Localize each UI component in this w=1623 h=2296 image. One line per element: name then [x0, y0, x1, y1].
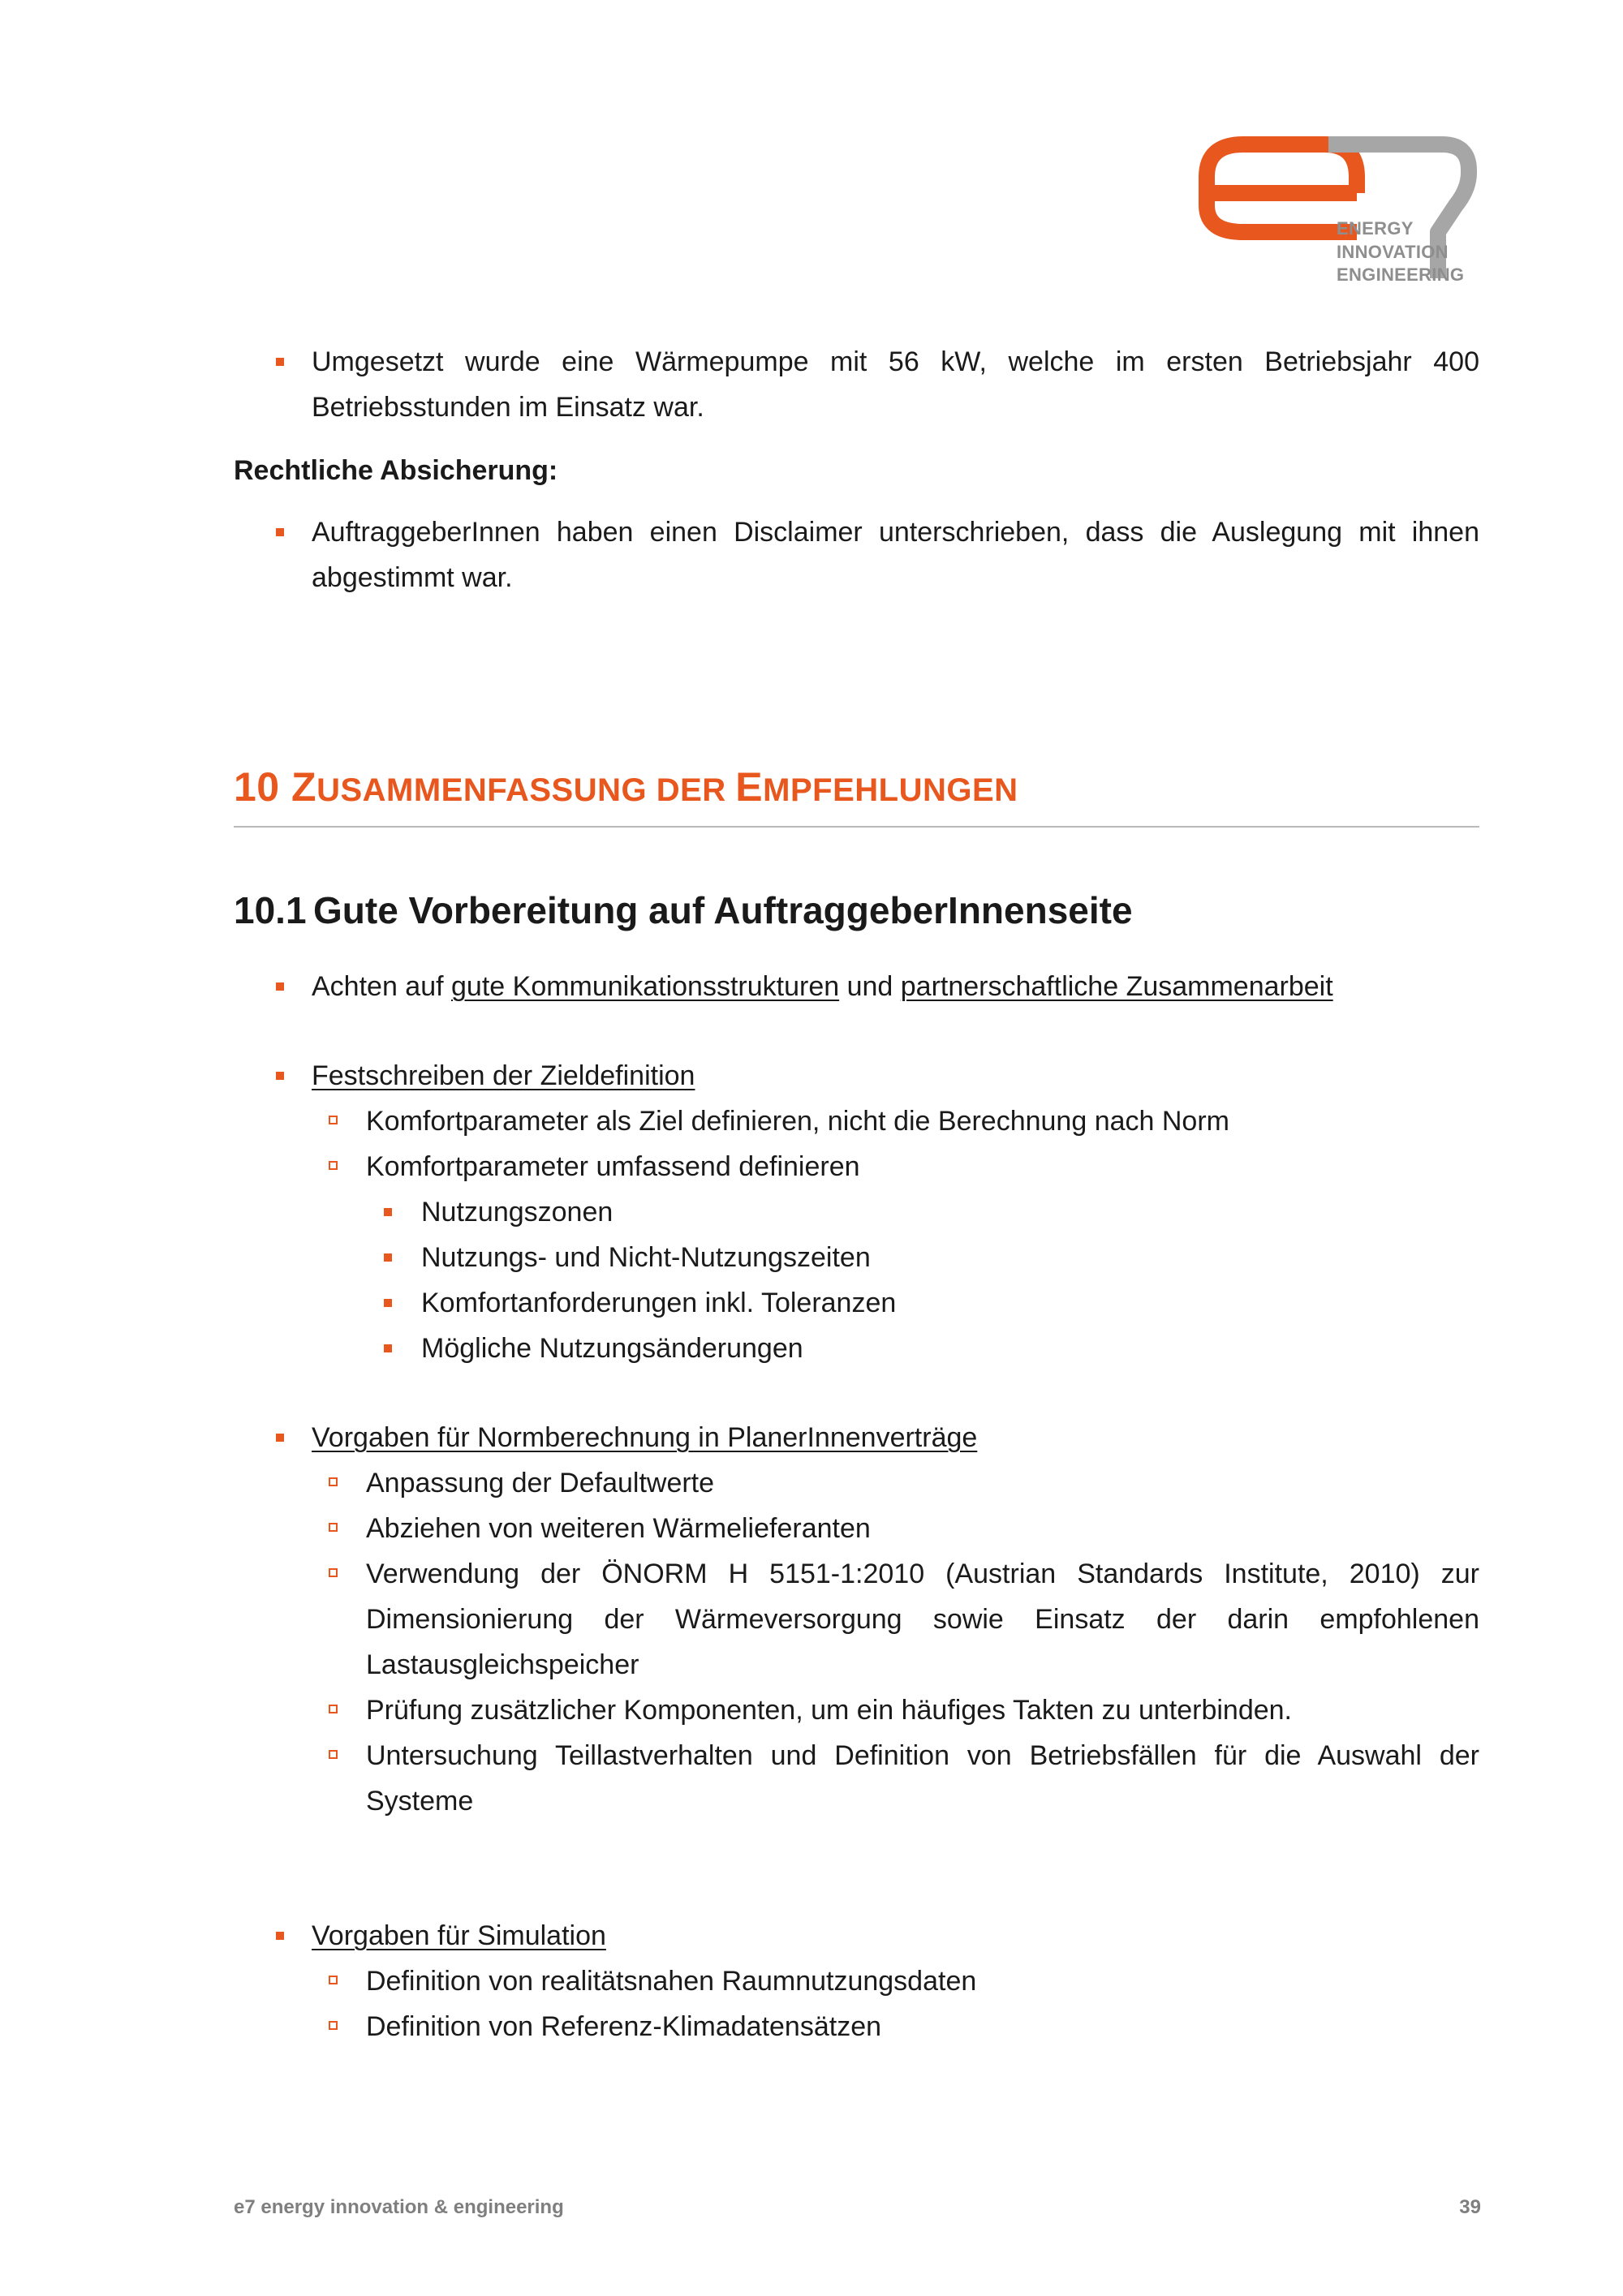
list-item-communication-mid: und	[839, 971, 901, 1002]
logo-line-engineering: ENGINEERING	[1337, 264, 1465, 285]
logo-tagline	[1337, 217, 1515, 287]
sub-item-comfort-define: Komfortparameter umfassend definieren	[234, 1144, 1479, 1189]
section-title-part1: USAMMENFASSUNG DER	[316, 772, 736, 808]
sub-item-comfort-goal: Komfortparameter als Ziel definieren, nicht die Berechnung nach Norm	[234, 1099, 1479, 1144]
list-item-communication-pre: Achten auf	[312, 971, 452, 1002]
sub-item-oenorm: Verwendung der ÖNORM H 5151-1:2010 (Austrian Standards Institute, 2010) zur Dimensionierung der Wärmeversorgung sowie Einsatz der darin empfohlenen Lastausgleichspeicher	[234, 1551, 1479, 1688]
simulation-text: Vorgaben für Simulation	[312, 1920, 606, 1951]
subsection-number: 10.1	[234, 889, 307, 931]
subsection-title: Gute Vorbereitung auf AuftraggeberInnenseite	[313, 889, 1133, 931]
list-item-communication	[234, 964, 1479, 1009]
list-item-norm-calculation	[234, 1415, 1479, 1460]
sub-item-heat-suppliers: Abziehen von weiteren Wärmelieferanten	[234, 1506, 1479, 1551]
footer-company: e7 energy innovation & engineering	[234, 2196, 564, 2218]
subsub-item-zones: Nutzungszonen	[234, 1189, 1479, 1235]
list-item-target-definition	[234, 1053, 1479, 1099]
sub-item-climate-data: Definition von Referenz-Klimadatensätzen	[234, 2004, 1479, 2049]
section-title-part2: MPFEHLUNGEN	[763, 772, 1018, 808]
section-number: 10	[234, 764, 280, 810]
sub-item-room-usage: Definition von realitätsnahen Raumnutzungsdaten	[234, 1958, 1479, 2004]
page-content	[234, 339, 1479, 2049]
sub-item-partial-load: Untersuchung Teillastverhalten und Definition von Betriebsfällen für die Auswahl der Systeme	[234, 1733, 1479, 1824]
logo-line-energy: ENERGY	[1337, 218, 1414, 239]
norm-calculation-text: Vorgaben für Normberechnung in PlanerInnenverträge	[312, 1422, 978, 1453]
subsub-item-tolerances: Komfortanforderungen inkl. Toleranzen	[234, 1280, 1479, 1326]
subsub-item-times: Nutzungs- und Nicht-Nutzungszeiten	[234, 1235, 1479, 1280]
section-heading	[234, 763, 1479, 828]
legal-heading: Rechtliche Absicherung:	[234, 455, 558, 486]
logo-e-shape	[1207, 144, 1357, 232]
sub-item-components: Prüfung zusätzlicher Komponenten, um ein häufiges Takten zu unterbinden.	[234, 1688, 1479, 1733]
subsection-heading	[234, 888, 1479, 933]
section-title-e: E	[735, 764, 764, 810]
list-item-simulation	[234, 1913, 1479, 1958]
section-title-z: Z	[291, 764, 317, 810]
communication-structures-text: gute Kommunikationsstrukturen	[451, 971, 840, 1002]
partnership-text: partnerschaftliche Zusammenarbeit	[900, 971, 1333, 1002]
page-number: 39	[1459, 2196, 1481, 2218]
target-definition-text: Festschreiben der Zieldefinition	[312, 1060, 695, 1091]
sub-item-defaults: Anpassung der Defaultwerte	[234, 1460, 1479, 1506]
subsub-item-changes: Mögliche Nutzungsänderungen	[234, 1326, 1479, 1371]
logo-line-innovation: INNOVATION	[1337, 241, 1449, 262]
intro-bullet-heatpump: Umgesetzt wurde eine Wärmepumpe mit 56 kW, welche im ersten Betriebsjahr 400 Betriebsstunden im Einsatz war.	[234, 339, 1479, 430]
intro-bullet-disclaimer: AuftraggeberInnen haben einen Disclaimer unterschrieben, dass die Auslegung mit ihnen abgestimmt war.	[234, 510, 1479, 600]
